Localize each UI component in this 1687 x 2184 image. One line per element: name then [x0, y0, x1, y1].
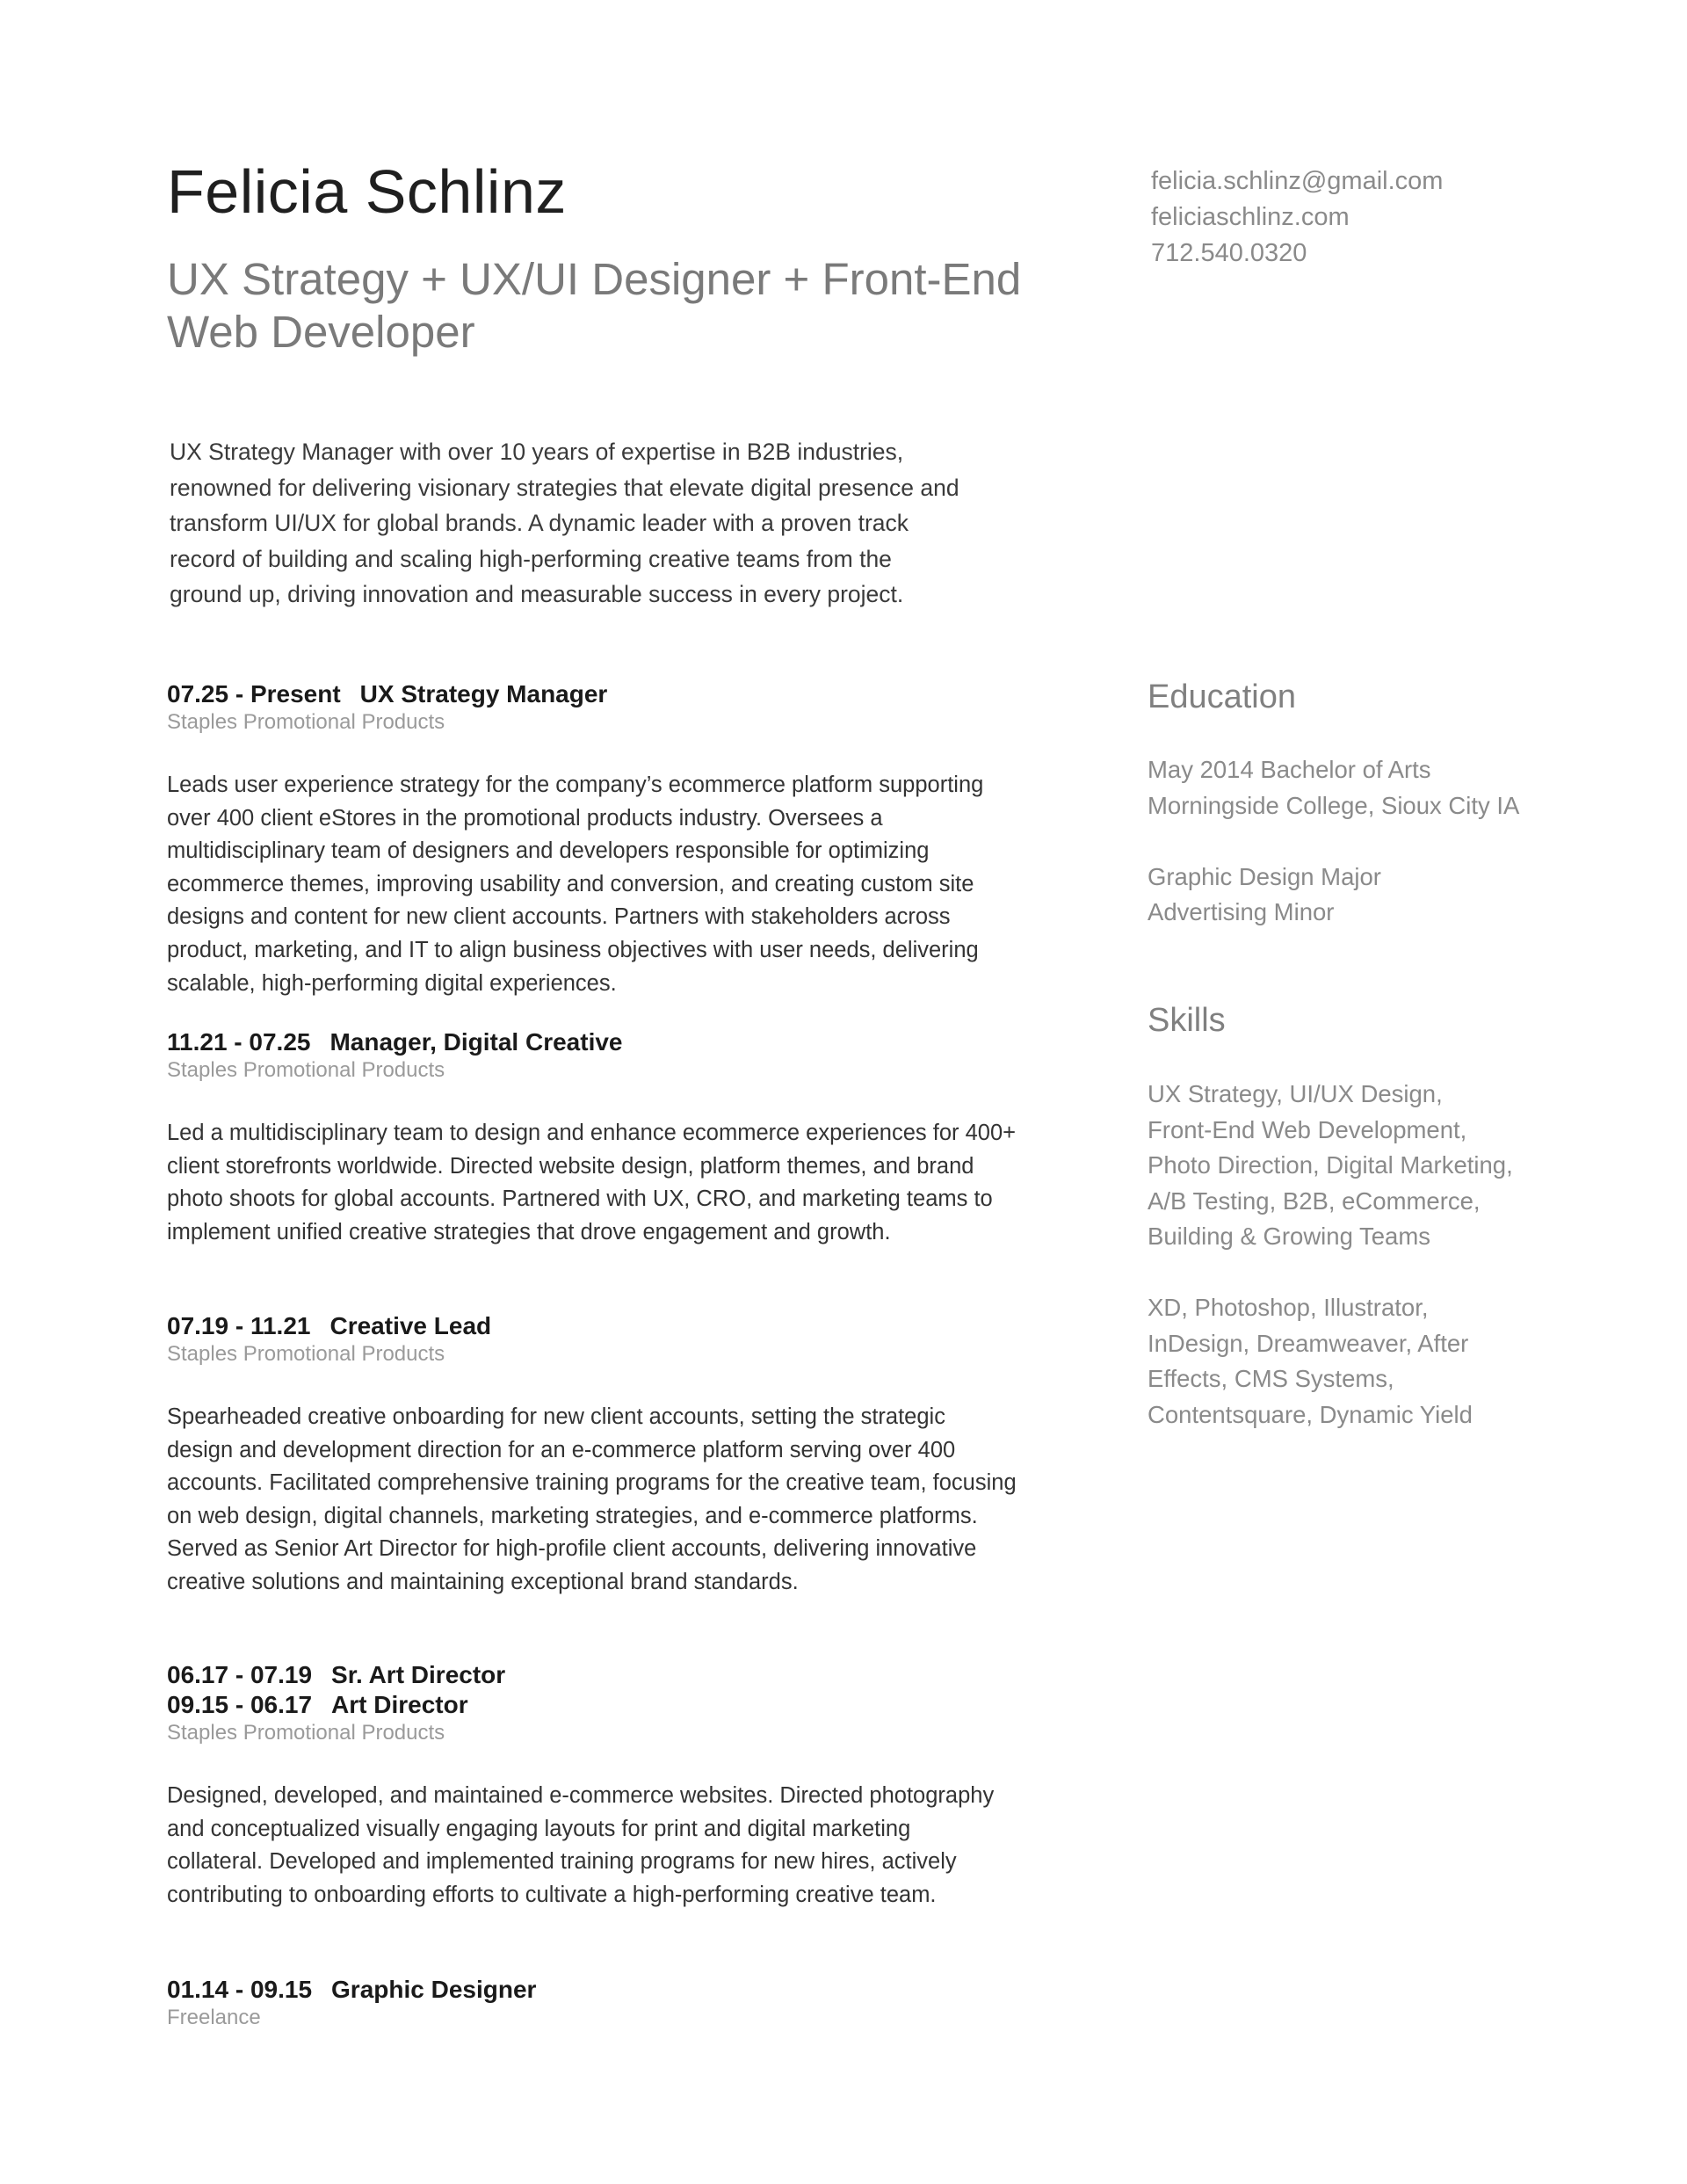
education-line: Advertising Minor — [1148, 898, 1335, 925]
description-line: creative solutions and maintaining exceptional brand standards. — [167, 1569, 799, 1594]
job-description — [167, 769, 1054, 1000]
education-line — [1148, 824, 1519, 860]
skills-line: XD, Photoshop, Illustrator, — [1148, 1294, 1429, 1321]
skills-line: A/B Testing, B2B, eCommerce, — [1148, 1186, 1481, 1215]
description-line: Spearheaded creative onboarding for new client accounts, setting the strategic — [167, 1404, 945, 1429]
job-company: Staples Promotional Products — [167, 1721, 445, 1745]
skills-line: Effects, CMS Systems, — [1148, 1365, 1394, 1392]
summary — [170, 434, 1048, 613]
job-entry — [167, 679, 1054, 1000]
job-heading — [167, 1027, 1054, 1057]
job-heading — [167, 1690, 1054, 1720]
education-line: May 2014 Bachelor of Arts — [1148, 756, 1431, 783]
summary-line: ground up, driving innovation and measurable success in every project. — [170, 581, 904, 607]
skills-line: Contentsquare, Dynamic Yield — [1148, 1400, 1473, 1428]
description-line: scalable, high-performing digital experiences. — [167, 970, 617, 996]
role-line: UX Strategy + UX/UI Designer + Front-End — [167, 254, 1022, 304]
description-line: design and development direction for an e-commerce platform serving over 400 — [167, 1437, 956, 1462]
job-heading — [167, 679, 1054, 709]
description-line: ecommerce themes, improving usability and conversion, and creating custom site — [167, 871, 974, 896]
description-line: on web design, digital channels, marketing strategies, and e-commerce platforms. — [167, 1503, 978, 1528]
resume-role — [167, 253, 1081, 359]
job-dates: 07.19 - 11.21 — [167, 1312, 311, 1339]
job-dates: 11.21 - 07.25 — [167, 1028, 311, 1056]
description-line: photo shoots for global accounts. Partnered with UX, CRO, and marketing teams to — [167, 1186, 993, 1212]
description-line: collateral. Developed and implemented training programs for new hires, actively — [167, 1849, 957, 1875]
job-entry — [167, 1975, 1054, 2031]
contact-phone[interactable]: 712.540.0320 — [1151, 239, 1307, 267]
job-title: UX Strategy Manager — [359, 680, 608, 707]
job-title: Manager, Digital Creative — [329, 1028, 623, 1056]
job-title: Art Director — [331, 1691, 468, 1718]
description-line: contributing to onboarding efforts to cultivate a high-performing creative team. — [167, 1882, 937, 1907]
skills-line: Front-End Web Development, — [1148, 1115, 1467, 1143]
job-dates: 07.25 - Present — [167, 680, 341, 707]
description-line: over 400 client eStores in the promotional products industry. Oversees a — [167, 805, 883, 831]
summary-line: transform UI/UX for global brands. A dynamic leader with a proven track — [170, 510, 909, 536]
skills-line: Building & Growing Teams — [1148, 1223, 1431, 1250]
description-line: Served as Senior Art Director for high-profile client accounts, delivering innovative — [167, 1536, 977, 1562]
job-entry — [167, 1660, 1054, 1912]
description-line: multidisciplinary team of designers and developers responsible for optimizing — [167, 838, 930, 864]
job-description — [167, 1780, 1054, 1912]
summary-line: record of building and scaling high-performing creative teams from the — [170, 545, 892, 572]
job-heading — [167, 1975, 1054, 2005]
job-title: Creative Lead — [329, 1312, 492, 1339]
job-dates: 06.17 - 07.19 — [167, 1661, 313, 1688]
education-line: Graphic Design Major — [1148, 862, 1381, 890]
education-heading: Education — [1148, 678, 1297, 715]
description-line: implement unified creative strategies that drove engagement and growth. — [167, 1219, 891, 1244]
job-company: Staples Promotional Products — [167, 1342, 445, 1366]
description-line: client storefronts worldwide. Directed website design, platform themes, and brand — [167, 1153, 974, 1179]
summary-line: UX Strategy Manager with over 10 years of expertise in B2B industries, — [170, 439, 904, 465]
resume-name: Felicia Schlinz — [167, 157, 567, 226]
skills-details — [1148, 1077, 1513, 1433]
job-description — [167, 1401, 1054, 1600]
job-title: Sr. Art Director — [331, 1661, 506, 1688]
job-description — [167, 1117, 1054, 1249]
job-company: Staples Promotional Products — [167, 1058, 445, 1082]
contact-info — [1151, 163, 1443, 272]
description-line: Leads user experience strategy for the company’s ecommerce platform supporting — [167, 773, 984, 797]
education-line: Morningside College, Sioux City IA — [1148, 791, 1520, 819]
description-line: product, marketing, and IT to align business objectives with user needs, delivering — [167, 937, 979, 962]
contact-email[interactable]: felicia.schlinz@gmail.com — [1151, 167, 1444, 195]
job-heading — [167, 1311, 1054, 1341]
job-company: Freelance — [167, 2006, 261, 2029]
education-details — [1148, 752, 1519, 931]
job-company: Staples Promotional Products — [167, 710, 445, 734]
contact-website[interactable]: feliciaschlinz.com — [1151, 203, 1350, 231]
skills-line: UX Strategy, UI/UX Design, — [1148, 1080, 1443, 1107]
description-line: and conceptualized visually engaging layouts for print and digital marketing — [167, 1816, 911, 1841]
skills-line — [1148, 1255, 1513, 1291]
job-entry — [167, 1311, 1054, 1600]
job-heading — [167, 1660, 1054, 1690]
skills-line: InDesign, Dreamweaver, After — [1148, 1329, 1469, 1357]
role-line: Web Developer — [167, 307, 475, 357]
summary-line: renowned for delivering visionary strategies that elevate digital presence and — [170, 474, 959, 501]
skills-line: Photo Direction, Digital Marketing, — [1148, 1151, 1513, 1179]
job-entry — [167, 1027, 1054, 1249]
description-line: accounts. Facilitated comprehensive training programs for the creative team, focusing — [167, 1470, 1017, 1496]
description-line: designs and content for new client accounts. Partners with stakeholders across — [167, 904, 951, 930]
job-dates: 01.14 - 09.15 — [167, 1976, 313, 2003]
description-line: Designed, developed, and maintained e-commerce websites. Directed photography — [167, 1783, 995, 1808]
skills-heading: Skills — [1148, 1002, 1226, 1039]
job-dates: 09.15 - 06.17 — [167, 1691, 313, 1718]
job-title: Graphic Designer — [331, 1976, 537, 2003]
description-line: Led a multidisciplinary team to design and enhance ecommerce experiences for 400+ — [167, 1121, 1017, 1145]
